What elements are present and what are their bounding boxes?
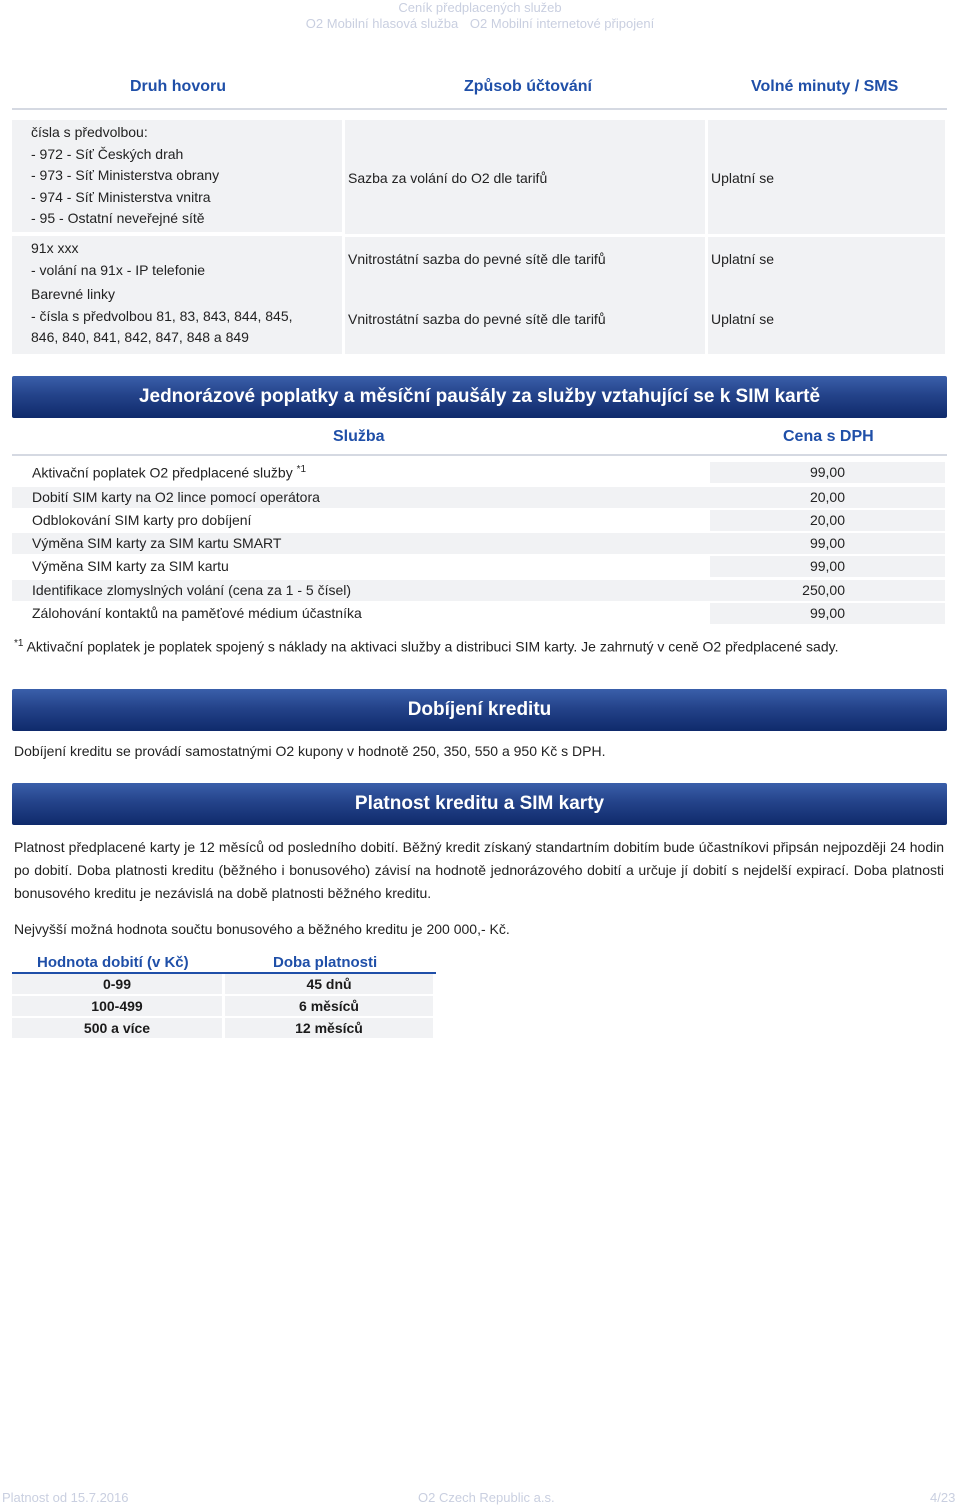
billing-special-networks: Sazba za volání do O2 dle tarifů — [348, 170, 548, 186]
header-links — [0, 16, 960, 31]
fee-row — [12, 603, 945, 624]
fee-name: Identifikace zlomyslných volání (cena za 1 - 5 čísel) — [32, 582, 352, 598]
billing-ip-telephony: Vnitrostátní sazba do pevné sítě dle tarifů — [348, 251, 606, 267]
column-billing: Způsob účtování — [464, 78, 592, 95]
header-link-voice[interactable]: O2 Mobilní hlasová služba — [305, 16, 459, 31]
footer-valid-from: Platnost od 15.7.2016 — [2, 1490, 129, 1505]
fee-name: Aktivační poplatek O2 předplacené služby — [32, 464, 293, 481]
fees-footnote — [14, 638, 949, 655]
call-type-colored-lines: Barevné linky - čísla s předvolbou 81, 83, 843, 844, 845, 846, 840, 841, 842, 847, 848 a 849 — [31, 286, 293, 345]
credit-table-cell: 100-499 — [12, 996, 222, 1016]
topup-banner: Dobíjení kreditu — [12, 689, 947, 731]
column-call-type: Druh hovoru — [130, 78, 226, 95]
call-type-ip-telephony: 91x xxx - volání na 91x - IP telefonie — [31, 240, 206, 278]
document-title: Ceník předplacených služeb — [398, 0, 562, 15]
fee-price: 99,00 — [809, 558, 845, 574]
fee-row — [12, 510, 945, 531]
call-row-separator — [345, 234, 945, 237]
fee-name: Dobití SIM karty na O2 lince pomocí operátora — [32, 489, 320, 505]
footer-company: O2 Czech Republic a.s. — [418, 1490, 555, 1505]
fee-name: Výměna SIM karty za SIM kartu — [32, 558, 229, 574]
fee-price: 99,00 — [809, 535, 845, 551]
fee-name: Odblokování SIM karty pro dobíjení — [32, 512, 252, 528]
header-link-internet[interactable]: O2 Mobilní internetové připojení — [469, 16, 655, 31]
fee-row — [12, 462, 945, 483]
column-free-minutes: Volné minuty / SMS — [751, 78, 899, 95]
validity-banner: Platnost kreditu a SIM karty — [12, 783, 947, 825]
fee-price: 20,00 — [809, 512, 845, 528]
fees-banner: Jednorázové poplatky a měsíční paušály za služby vztahující se k SIM kartě — [12, 376, 947, 418]
billing-colored-lines: Vnitrostátní sazba do pevné sítě dle tarifů — [348, 311, 606, 327]
footnote-marker: *1 — [296, 464, 307, 475]
credit-table-cell: 12 měsíců — [225, 1018, 433, 1038]
topup-text: Dobíjení kreditu se provádí samostatnými O2 kupony v hodnotě 250, 350, 550 a 950 Kč s DPH. — [14, 743, 606, 759]
fee-row — [12, 556, 945, 577]
fee-price: 99,00 — [809, 464, 845, 480]
free-ip-telephony: Uplatní se — [711, 251, 775, 267]
credit-table-col-value: Hodnota dobití (v Kč) — [37, 954, 189, 971]
fee-row — [12, 580, 945, 601]
fees-header-divider — [12, 454, 947, 456]
max-credit-text: Nejvyšší možná hodnota součtu bonusového a běžného kreditu je 200 000,- Kč. — [14, 921, 510, 937]
credit-table-cell: 500 a více — [12, 1018, 222, 1038]
free-colored-lines: Uplatní se — [711, 311, 775, 327]
fees-column-service: Služba — [333, 428, 385, 445]
credit-table-col-validity: Doba platnosti — [273, 954, 378, 971]
fee-price: 20,00 — [809, 489, 845, 505]
fee-price: 250,00 — [802, 582, 845, 598]
fee-name: Zálohování kontaktů na paměťové médium účastníka — [32, 605, 362, 621]
credit-table-cell: 6 měsíců — [225, 996, 433, 1016]
fees-column-price: Cena s DPH — [783, 428, 874, 445]
fees-footnote-text: Aktivační poplatek je poplatek spojený s náklady na aktivaci služby a distribuci SIM karty. Je zahrnutý v ceně O2 předplacené sady. — [26, 638, 839, 655]
validity-text: Platnost předplacené karty je 12 měsíců od posledního dobití. Běžný kredit získaný standartním dobitím bude účastníkovi připsán nejpozději 24 hodin po dobití. Doba platnosti kreditu (běžného i bonusového) závisí na hodnotě jednorázového dobití a určuje jí dobití s nejdelší expirací. Doba platnosti bonusového kreditu je nezávislá na době platnosti běžného kreditu. — [14, 839, 944, 901]
footer-page-number: 4/23 — [930, 1490, 956, 1505]
fee-price: 99,00 — [809, 605, 845, 621]
credit-table-cell: 45 dnů — [225, 974, 433, 994]
credit-table-cell: 0-99 — [12, 974, 222, 994]
header-divider — [12, 108, 947, 110]
fee-row — [12, 487, 945, 508]
free-special-networks: Uplatní se — [711, 170, 775, 186]
fee-row — [12, 533, 945, 554]
call-type-special-networks: čísla s předvolbou: - 972 - Síť Českých drah - 973 - Síť Ministerstva obrany - 974 - Síť Ministerstva vnitra - 95 - Ostatní neveřejné sítě — [31, 124, 220, 226]
footnote-marker: *1 — [14, 638, 24, 649]
fee-name: Výměna SIM karty za SIM kartu SMART — [32, 535, 282, 551]
